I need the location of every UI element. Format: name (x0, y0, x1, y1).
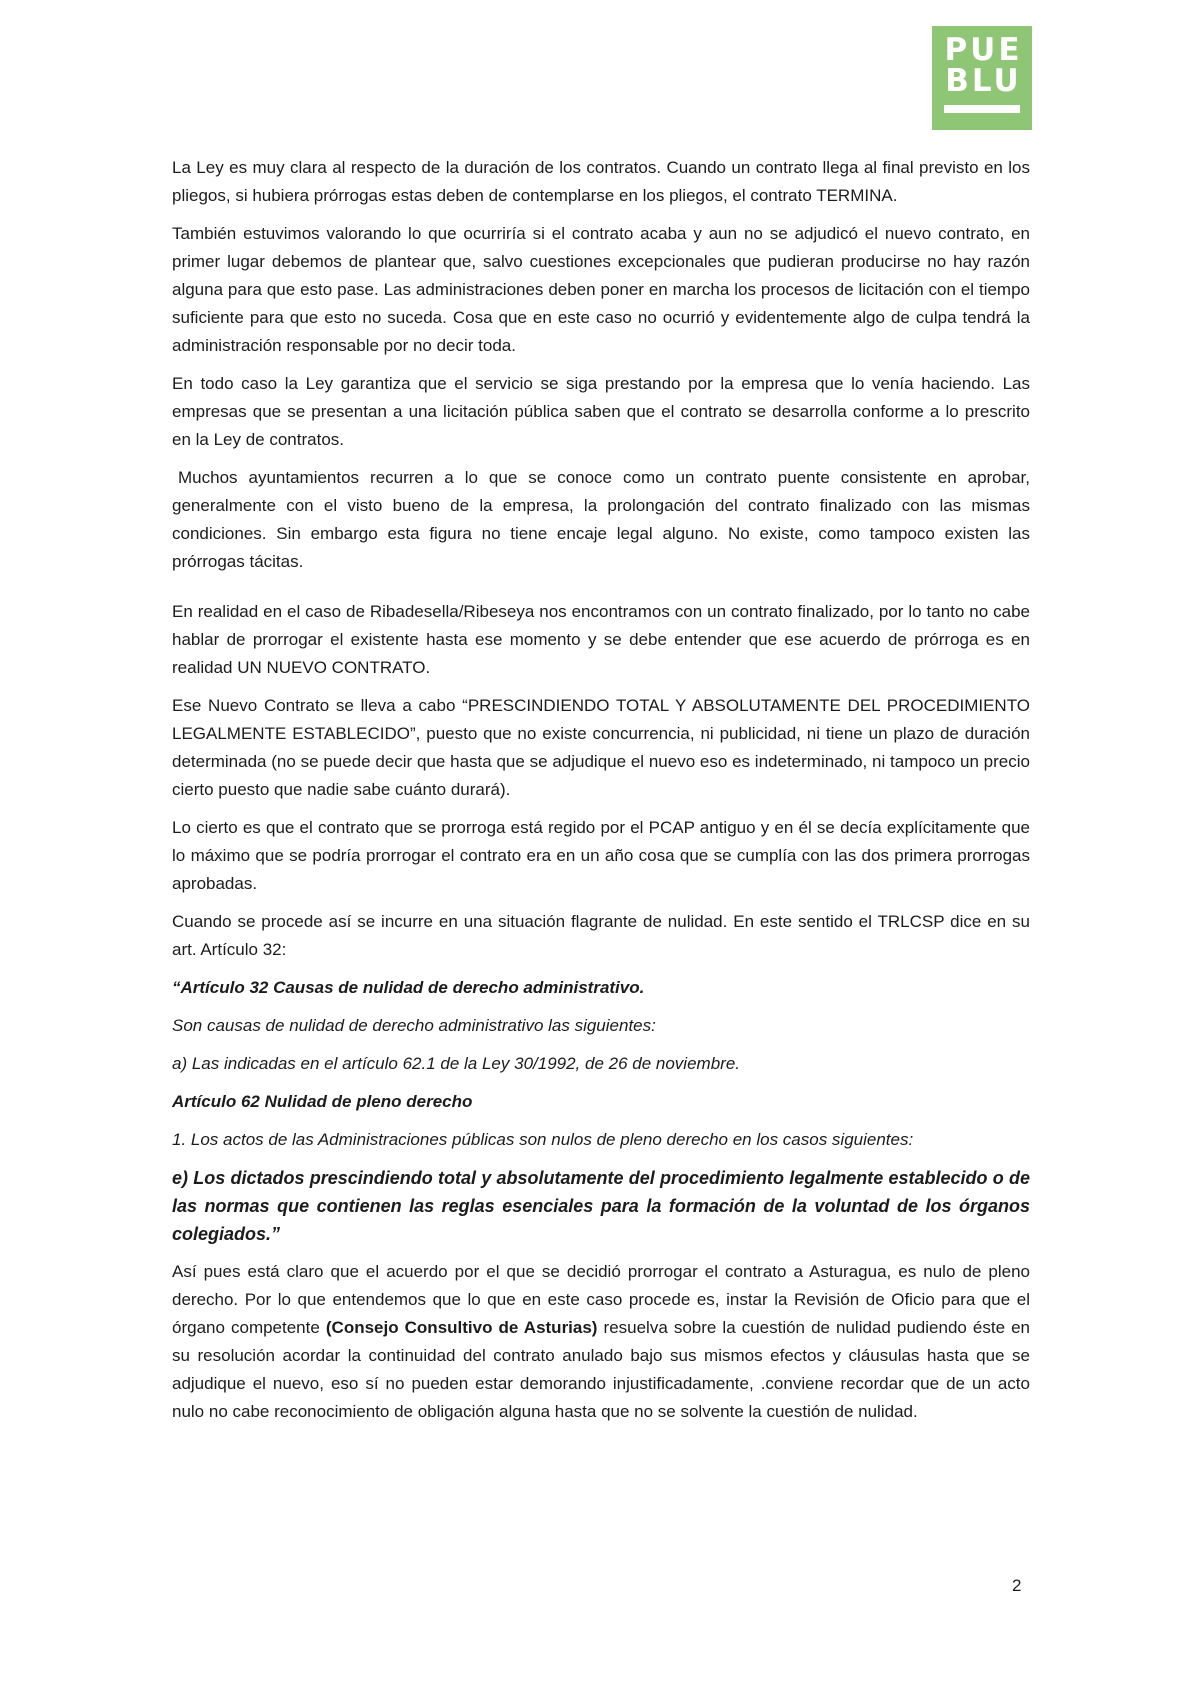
paragraph-ribadesella-case: En realidad en el caso de Ribadesella/Ribeseya nos encontramos con un contrato finalizado, por lo tanto no cabe hablar de prorrogar el existente hasta ese momento y se debe entender que ese acuerdo de prórroga es en realidad UN NUEVO CONTRATO. (172, 602, 1030, 677)
quote-article-62-item-1: 1. Los actos de las Administraciones públicas son nulos de pleno derecho en los casos siguientes: (172, 1130, 914, 1149)
quote-article-62-item-e: e) Los dictados prescindiendo total y absolutamente del procedimiento legalmente establecido o de las normas que contienen las reglas esenciales para la formación de la voluntad de los órganos colegiados.” (172, 1168, 1030, 1244)
paragraph-new-contract: Ese Nuevo Contrato se lleva a cabo “PRESCINDIENDO TOTAL Y ABSOLUTAMENTE DEL PROCEDIMIENTO LEGALMENTE ESTABLECIDO”, puesto que no existe concurrencia, ni publicidad, ni tiene un plazo de duración determinada (no se puede decir que hasta que se adjudique el nuevo eso es indeterminado, ni tampoco un precio cierto puesto que nadie sabe cuánto durará). (172, 696, 1030, 799)
paragraph-conclusion (172, 1258, 1030, 1426)
page-number: 2 (1012, 1576, 1022, 1595)
conclusion-competent-body: (Consejo Consultivo de Asturias) (325, 1318, 598, 1337)
pueblu-logo (932, 26, 1032, 130)
paragraph-nullity-intro: Cuando se procede así se incurre en una situación flagrante de nulidad. En este sentido el TRLCSP dice en su art. Artículo 32: (172, 912, 1030, 959)
paragraph-bridge-contract: Muchos ayuntamientos recurren a lo que se conoce como un contrato puente consistente en aprobar, generalmente con el visto bueno de la empresa, la prolongación del contrato finalizado con las mismas condiciones. Sin embargo esta figura no tiene encaje legal alguno. No existe, como tampoco existen las prórrogas tácitas. (172, 468, 1030, 571)
paragraph-pcap-extension: Lo cierto es que el contrato que se prorroga está regido por el PCAP antiguo y en él se decía explícitamente que lo máximo que se podría prorrogar el contrato era en un año cosa que se cumplía con las dos primera prorrogas aprobadas. (172, 818, 1030, 893)
paragraph-contract-not-awarded: También estuvimos valorando lo que ocurriría si el contrato acaba y aun no se adjudicó el nuevo contrato, en primer lugar debemos de plantear que, salvo cuestiones excepcionales que pudieran producirse no hay razón alguna para que esto pase. Las administraciones deben poner en marcha los procesos de licitación con el tiempo suficiente para que esto no suceda. Cosa que en este caso no ocurrió y evidentemente algo de culpa tendrá la administración responsable por no decir toda. (172, 224, 1030, 355)
paragraph-contract-duration: La Ley es muy clara al respecto de la duración de los contratos. Cuando un contrato llega al final previsto en los pliegos, si hubiera prórrogas estas deben de contemplarse en los pliegos, el contrato TERMINA. (172, 158, 1030, 205)
logo-underline-bar (944, 105, 1020, 113)
conclusion-text-start: Así pues está claro que el acuerdo por el que se decidió prorrogar el contrato a Asturagua, es nulo de pleno derecho. Por lo que entendemos que lo que en este caso procede es, instar la Revisión de Oficio para que el órgano competente (172, 1262, 1030, 1337)
logo-text-line-2: BLU (945, 63, 1022, 99)
logo-text-line-1: PUE (944, 32, 1023, 68)
quote-article-32-intro: Son causas de nulidad de derecho administrativo las siguientes: (172, 1016, 656, 1035)
paragraph-service-guarantee: En todo caso la Ley garantiza que el servicio se siga prestando por la empresa que lo venía haciendo. Las empresas que se presentan a una licitación pública saben que el contrato se desarrolla conforme a lo prescrito en la Ley de contratos. (172, 374, 1030, 449)
quote-article-62-title: Artículo 62 Nulidad de pleno derecho (172, 1092, 473, 1111)
conclusion-text-end: resuelva sobre la cuestión de nulidad pudiendo éste en su resolución acordar la continuidad del contrato anulado bajo sus mismos efectos y cláusulas hasta que se adjudique el nuevo, eso sí no pueden estar demorando injustificadamente, .conviene recordar que de un acto nulo no cabe reconocimiento de obligación alguna hasta que no se solvente la cuestión de nulidad. (172, 1318, 1031, 1421)
quote-article-32-item-a: a) Las indicadas en el artículo 62.1 de la Ley 30/1992, de 26 de noviembre. (172, 1054, 740, 1073)
quote-article-32-heading: “Artículo 32 Causas de nulidad de derecho administrativo. (172, 978, 645, 997)
document-body (172, 154, 1030, 1436)
